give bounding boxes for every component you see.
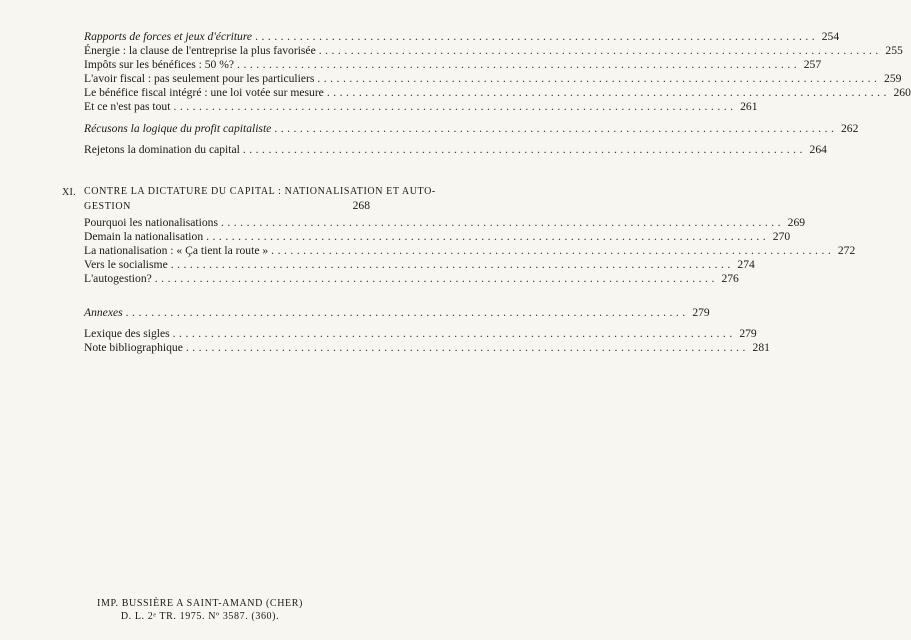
- toc-entry: [84, 44, 903, 58]
- dot-leader: ........................................................................................: [237, 58, 801, 71]
- dot-leader: ........................................................................................: [326, 86, 890, 99]
- dot-leader: ........................................................................................: [170, 258, 734, 271]
- toc-entry: [84, 272, 739, 286]
- dot-leader: ........................................................................................: [318, 44, 882, 57]
- toc-entry-page: 259: [884, 72, 902, 85]
- toc-entry-page: 257: [803, 58, 822, 71]
- toc-entry-title: Récusons la logique du profit capitaliste: [84, 122, 272, 135]
- dot-leader: ........................................................................................: [154, 272, 718, 285]
- chapter-title-line-2: [84, 199, 370, 214]
- toc-entry-page: 279: [692, 306, 710, 319]
- toc-entry-title: Note bibliographique: [84, 341, 183, 354]
- toc-entry-title: Vers le socialisme: [84, 258, 168, 271]
- printer-imprint-line-2: D. L. 2ᵉ TR. 1975. Nº 3587. (360).: [120, 611, 280, 622]
- dot-leader: ........................................................................................: [125, 306, 689, 319]
- toc-entry-title: L'autogestion?: [84, 272, 152, 285]
- toc-entry: [84, 230, 791, 244]
- toc-entry-title: Pourquoi les nationalisations: [84, 216, 218, 229]
- chapter-number: XI.: [62, 187, 76, 198]
- toc-entry: [84, 244, 856, 258]
- toc-entry-page: 260: [893, 86, 911, 99]
- dot-leader: ........................................................................................: [255, 30, 819, 43]
- toc-entry-title: Rapports de forces et jeux d'écriture: [84, 30, 253, 43]
- toc-entry-title: Lexique des sigles: [84, 327, 170, 340]
- chapter-title-continued: GESTION: [84, 201, 131, 212]
- dot-leader: ........................................................................................: [185, 341, 749, 354]
- toc-entry-title: Et ce n'est pas tout: [84, 100, 171, 113]
- toc-entry-title: Énergie : la clause de l'entreprise la plus favorisée: [84, 44, 316, 57]
- chapter-title-line-1: [84, 186, 436, 198]
- toc-entry: [84, 100, 758, 114]
- toc-entry-title: Demain la nationalisation: [84, 230, 204, 243]
- dot-leader: ........................................................................................: [206, 230, 770, 243]
- toc-entry-title: L'avoir fiscal : pas seulement pour les particuliers: [84, 72, 315, 85]
- toc-entry: [84, 72, 902, 86]
- toc-entry: [84, 86, 911, 100]
- toc-entry-title: Annexes: [84, 306, 123, 319]
- toc-entry-page: 261: [740, 100, 758, 113]
- toc-entry-title: Rejetons la domination du capital: [84, 143, 240, 156]
- toc-entry-page: 276: [721, 272, 739, 285]
- chapter-title: CONTRE LA DICTATURE DU CAPITAL : NATIONALISATION ET AUTO-: [84, 186, 436, 197]
- toc-entry: [84, 58, 822, 72]
- toc-entry: [84, 306, 710, 320]
- toc-entry: [84, 216, 806, 230]
- toc-entry-title: La nationalisation : « Ça tient la route »: [84, 244, 269, 257]
- dot-leader: ........................................................................................: [172, 327, 736, 340]
- toc-entry-page: 264: [809, 143, 827, 156]
- toc-entry-page: 255: [885, 44, 903, 57]
- toc-entry-page: 270: [772, 230, 791, 243]
- toc-entry-page: 262: [840, 122, 859, 135]
- toc-entry: [84, 122, 859, 136]
- toc-entry: [84, 327, 757, 341]
- toc-entry-page: 269: [787, 216, 806, 229]
- toc-entry: [84, 258, 755, 272]
- chapter-page: 268: [352, 199, 370, 212]
- toc-entry-page: 254: [821, 30, 840, 43]
- toc-entry-title: Impôts sur les bénéfices : 50 %?: [84, 58, 235, 71]
- dot-leader: ........................................................................................: [271, 244, 835, 257]
- dot-leader: ........................................................................................: [242, 143, 806, 156]
- dot-leader: ........................................................................................: [274, 122, 838, 135]
- toc-entry-page: 272: [837, 244, 856, 257]
- dot-leader: ........................................................................................: [317, 72, 881, 85]
- dot-leader: ........................................................................................: [220, 216, 785, 229]
- toc-entry: [84, 30, 840, 44]
- toc-entry: [84, 143, 827, 157]
- toc-entry-page: 279: [739, 327, 757, 340]
- toc-entry-title: Le bénéfice fiscal intégré : une loi votée sur mesure: [84, 86, 324, 99]
- toc-entry-page: 281: [752, 341, 770, 354]
- dot-leader: ........................................................................................: [173, 100, 737, 113]
- printer-imprint-line-1: IMP. BUSSIÈRE A SAINT-AMAND (CHER): [97, 598, 303, 609]
- toc-entry-page: 274: [737, 258, 755, 271]
- toc-entry: [84, 341, 770, 355]
